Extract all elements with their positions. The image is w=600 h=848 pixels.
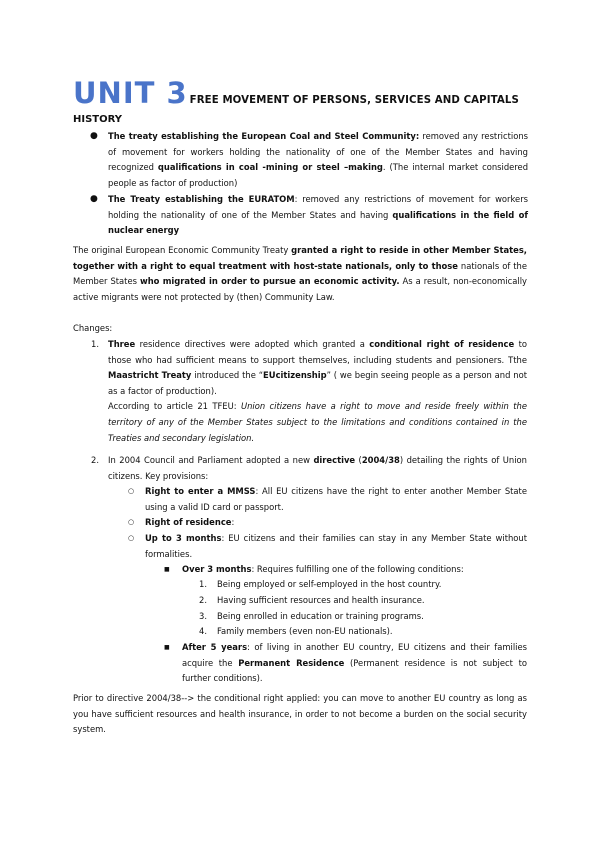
history-heading: HISTORY [73, 114, 123, 125]
condition-item: Family members (even non-EU nationals). [217, 626, 393, 636]
changes-heading: Changes: [73, 323, 113, 333]
circle-bullet: ○ [128, 487, 135, 495]
unit-number: UNIT 3 [73, 76, 188, 110]
changes-item-2: In 2004 Council and Parliament adopted a new directive (2004/38) detailing the rights of Union citizens. Key provisions: [108, 455, 527, 481]
provision-over-3-months: Over 3 months: Requires fulfilling one of the following conditions: [182, 564, 464, 574]
circle-bullet: ○ [128, 518, 135, 526]
condition-item: Being employed or self-employed in the host country. [217, 579, 442, 589]
item-number: 2. [91, 455, 99, 465]
condition-number: 4. [199, 626, 207, 636]
unit-subtitle: FREE MOVEMENT OF PERSONS, SERVICES AND CAPITALS [189, 95, 519, 106]
circle-bullet: ○ [128, 534, 135, 542]
item-1-body: Three residence directives were adopted which granted a conditional right of residence to those who had sufficient means to support themselves, including students and pensioners. Tthe Maastricht Treaty introduced the “EUcitizenship” ( we begin seeing people as a person and not as a factor of production). [108, 339, 527, 396]
changes-item-1 [108, 337, 527, 446]
bullet-dot: ● [90, 131, 98, 141]
history-bullet-ecsc: The treaty establishing the European Coal and Steel Community: removed any restrictions of movement for workers holding the nationality of one of the Member States and having recognized qualifications in coal -mining or steel –making. (The internal market considered people as factor of production) [108, 131, 529, 188]
provision-right-of-residence: Right of residence: [145, 517, 235, 527]
provision-up-to-3-months: Up to 3 months: EU citizens and their families can stay in any Member State without formalities. [145, 533, 527, 559]
condition-item: Having sufficient resources and health insurance. [217, 595, 425, 605]
square-bullet: ■ [164, 644, 170, 651]
provision-right-to-enter: Right to enter a MMSS: All EU citizens have the right to enter another Member State using a valid ID card or passport. [145, 486, 527, 512]
article-21-quote: According to article 21 TFEU: Union citizens have a right to move and reside freely within the territory of any of the Member States subject to the limitations and conditions contained in the Treaties and secondary legislation. [108, 401, 527, 443]
bullet-dot: ● [90, 194, 98, 204]
provision-after-5-years: After 5 years: of living in another EU country, EU citizens and their families acquire the Permanent Residence (Permanent residence is not subject to further conditions). [182, 642, 528, 684]
condition-number: 3. [199, 611, 207, 621]
square-bullet: ■ [164, 566, 170, 573]
history-paragraph: The original European Economic Community Treaty granted a right to reside in other Member States, together with a right to equal treatment with host-state nationals, only to those nationals of the Member States who migrated in order to pursue an economic activity. As a result, non-economically active migrants were not protected by (then) Community Law. [73, 245, 527, 302]
condition-number: 2. [199, 595, 207, 605]
condition-number: 1. [199, 579, 207, 589]
history-bullet-euratom: The Treaty establishing the EURATOM: removed any restrictions of movement for workers holding the nationality of one of the Member States and having qualifications in the field of nuclear energy [108, 194, 529, 236]
unit-title [73, 76, 519, 110]
item-number: 1. [91, 339, 99, 349]
closing-paragraph: Prior to directive 2004/38--> the conditional right applied: you can move to another EU country as long as you have sufficient resources and health insurance, in order to not become a burden on the social security system. [73, 693, 527, 735]
condition-item: Being enrolled in education or training programs. [217, 611, 424, 621]
